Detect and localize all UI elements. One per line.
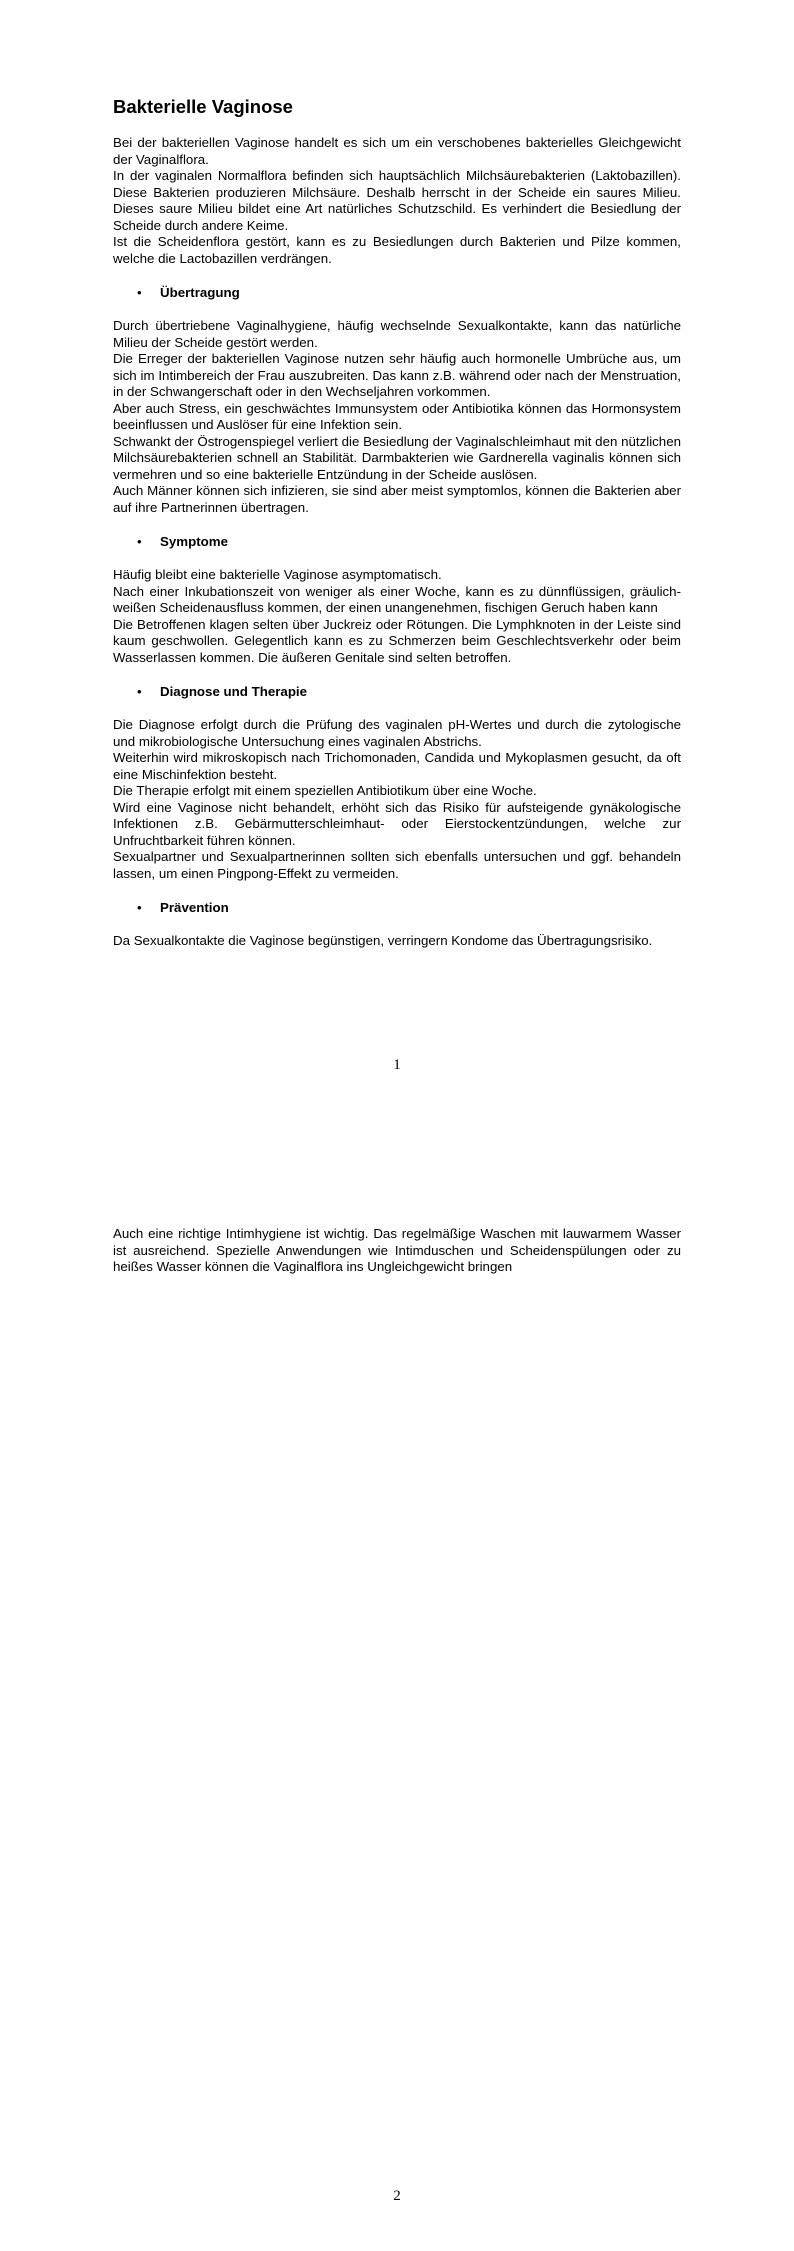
section-paragraph: Weiterhin wird mikroskopisch nach Trichomonaden, Candida und Mykoplasmen gesucht, da oft eine Mischinfektion besteht. xyxy=(113,750,681,782)
intro-paragraph: Ist die Scheidenflora gestört, kann es zu Besiedlungen durch Bakterien und Pilze kommen, welche die Lactobazillen verdrängen. xyxy=(113,234,681,266)
section-heading-uebertragung xyxy=(113,284,681,301)
section-paragraph: Die Erreger der bakteriellen Vaginose nutzen sehr häufig auch hormonelle Umbrüche aus, um sich im Intimbereich der Frau auszubreiten. Das kann z.B. während oder nach der Menstruation, in der Schwangerschaft oder in den Wechseljahren vorkommen. xyxy=(113,351,681,399)
section-paragraph: Nach einer Inkubationszeit von weniger als einer Woche, kann es zu dünnflüssigen, gräulich-weißen Scheidenausfluss kommen, der einen unangenehmen, fischigen Geruch haben kann xyxy=(113,583,681,615)
section-heading-diagnose-therapie xyxy=(113,683,681,700)
section-heading-label: Diagnose und Therapie xyxy=(160,684,308,699)
section-paragraph: Aber auch Stress, ein geschwächtes Immunsystem oder Antibiotika können das Hormonsystem beeinflussen und Auslöser für eine Infektion sein. xyxy=(113,400,681,432)
section-heading-label: Übertragung xyxy=(160,285,240,300)
page-2 xyxy=(0,1125,794,2251)
bullet-icon: • xyxy=(137,534,142,549)
bullet-icon: • xyxy=(137,900,142,915)
section-paragraph: Da Sexualkontakte die Vaginose begünstigen, verringern Kondome das Übertragungsrisiko. xyxy=(113,933,653,948)
hygiene-paragraph: Auch eine richtige Intimhygiene ist wichtig. Das regelmäßige Waschen mit lauwarmem Wasser ist ausreichend. Spezielle Anwendungen wie Intimduschen und Scheidenspülungen oder zu heißes Wasser können die Vaginalflora ins Ungleichgewicht bringen xyxy=(113,1226,681,1274)
section-paragraph: Die Betroffenen klagen selten über Juckreiz oder Rötungen. Die Lymphknoten in der Leiste sind kaum geschwollen. Gelegentlich kann es zu Schmerzen beim Geschlechtsverkehr oder beim Wasserlassen kommen. Die äußeren Genitale sind selten betroffen. xyxy=(113,616,681,665)
section-paragraph: Auch Männer können sich infizieren, sie sind aber meist symptomlos, können die Bakterien aber auf ihre Partnerinnen übertragen. xyxy=(113,483,681,515)
bullet-icon: • xyxy=(137,285,142,300)
section-paragraph: Durch übertriebene Vaginalhygiene, häufig wechselnde Sexualkontakte, kann das natürliche Milieu der Scheide gestört werden. xyxy=(113,318,681,350)
section-heading-praevention xyxy=(113,899,681,916)
section-paragraph: Die Therapie erfolgt mit einem speziellen Antibiotikum über eine Woche. xyxy=(113,783,537,798)
page-1-content xyxy=(113,96,681,950)
section-paragraph: Die Diagnose erfolgt durch die Prüfung des vaginalen pH-Wertes und durch die zytologische und mikrobiologische Untersuchung eines vaginalen Abstrichs. xyxy=(113,717,681,749)
section-paragraph: Sexualpartner und Sexualpartnerinnen sollten sich ebenfalls untersuchen und ggf. behandeln lassen, um einen Pingpong-Effekt zu vermeiden. xyxy=(113,849,681,881)
intro-paragraph: Bei der bakteriellen Vaginose handelt es sich um ein verschobenes bakterielles Gleichgewicht der Vaginalflora. xyxy=(113,135,681,167)
bullet-icon: • xyxy=(137,684,142,699)
intro-paragraph: In der vaginalen Normalflora befinden sich hauptsächlich Milchsäurebakterien (Laktobazillen). Diese Bakterien produzieren Milchsäure. Deshalb herrscht in der Scheide ein saures Milieu. Dieses saure Milieu bildet eine Art natürliches Schutzschild. Es verhindert die Besiedlung der Scheide durch andere Keime. xyxy=(113,168,681,233)
section-heading-label: Prävention xyxy=(160,900,229,915)
section-paragraph: Schwankt der Östrogenspiegel verliert die Besiedlung der Vaginalschleimhaut mit den nützlichen Milchsäurebakterien schnell an Stabilität. Darmbakterien wie Gardnerella vaginalis können sich vermehren und so eine bakterielle Entzündung in der Scheide auslösen. xyxy=(113,433,681,482)
page-2-content xyxy=(113,1226,681,1276)
page-1 xyxy=(0,0,794,1125)
document-title: Bakterielle Vaginose xyxy=(113,96,293,117)
section-paragraph: Wird eine Vaginose nicht behandelt, erhöht sich das Risiko für aufsteigende gynäkologische Infektionen z.B. Gebärmutterschleimhaut- oder Eierstockentzündungen, welche zur Unfruchtbarkeit führen können. xyxy=(113,799,681,848)
section-heading-symptome xyxy=(113,533,681,550)
section-paragraph: Häufig bleibt eine bakterielle Vaginose asymptomatisch. xyxy=(113,567,442,582)
section-heading-label: Symptome xyxy=(160,534,228,549)
page-number: 1 xyxy=(393,1057,401,1073)
page-number: 2 xyxy=(393,2188,401,2204)
